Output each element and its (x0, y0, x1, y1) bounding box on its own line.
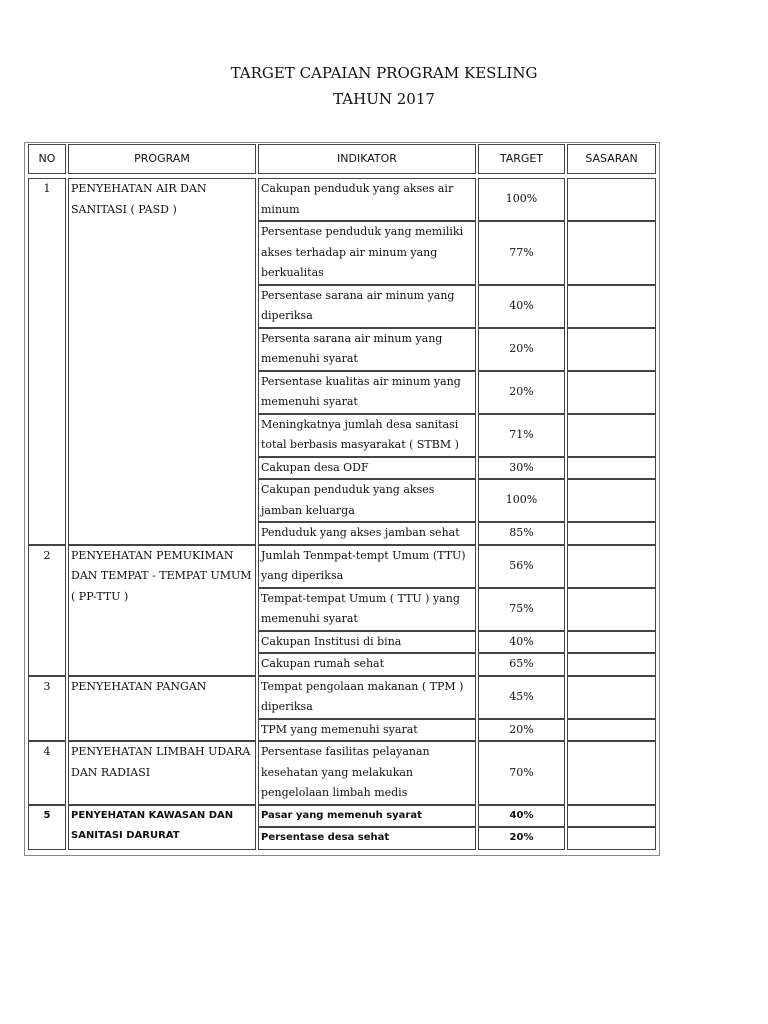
row-target: 40% (478, 805, 565, 828)
row-program: PENYEHATAN AIR DAN SANITASI ( PASD ) (68, 178, 256, 545)
row-indikator: Persentase desa sehat (258, 827, 476, 850)
row-indikator: Persentase fasilitas pelayanan kesehatan yang melakukan pengelolaan limbah medis (258, 741, 476, 805)
row-no: 3 (28, 676, 66, 742)
row-target: 77% (478, 221, 565, 285)
row-target: 20% (478, 827, 565, 850)
row-target: 65% (478, 653, 565, 676)
row-target: 20% (478, 371, 565, 414)
table-row (28, 545, 656, 588)
row-sasaran (567, 221, 656, 285)
row-sasaran (567, 741, 656, 805)
row-indikator: Persenta sarana air minum yang memenuhi syarat (258, 328, 476, 371)
row-indikator: Cakupan penduduk yang akses jamban keluarga (258, 479, 476, 522)
row-indikator: Cakupan penduduk yang akses air minum (258, 178, 476, 221)
row-program: PENYEHATAN KAWASAN DAN SANITASI DARURAT (68, 805, 256, 850)
header-no: NO (28, 144, 66, 174)
row-no: 2 (28, 545, 66, 676)
row-indikator: Cakupan desa ODF (258, 457, 476, 480)
row-target: 45% (478, 676, 565, 719)
row-no: 1 (28, 178, 66, 545)
header-target: TARGET (478, 144, 565, 174)
row-indikator: Jumlah Tenmpat-tempt Umum (TTU) yang diperiksa (258, 545, 476, 588)
row-indikator: Tempat-tempat Umum ( TTU ) yang memenuhi syarat (258, 588, 476, 631)
row-target: 40% (478, 631, 565, 654)
row-sasaran (567, 178, 656, 221)
row-program: PENYEHATAN PEMUKIMAN DAN TEMPAT - TEMPAT UMUM ( PP-TTU ) (68, 545, 256, 676)
table-row (28, 805, 656, 828)
row-target: 20% (478, 328, 565, 371)
row-indikator: Persentase sarana air minum yang diperiksa (258, 285, 476, 328)
row-target: 30% (478, 457, 565, 480)
row-target: 20% (478, 719, 565, 742)
row-target: 100% (478, 479, 565, 522)
row-indikator: Tempat pengolaan makanan ( TPM ) diperiksa (258, 676, 476, 719)
row-indikator: Pasar yang memenuh syarat (258, 805, 476, 828)
row-sasaran (567, 805, 656, 828)
row-no: 5 (28, 805, 66, 850)
row-sasaran (567, 719, 656, 742)
header-sasaran: SASARAN (567, 144, 656, 174)
row-target: 56% (478, 545, 565, 588)
row-sasaran (567, 285, 656, 328)
row-sasaran (567, 328, 656, 371)
row-sasaran (567, 479, 656, 522)
row-sasaran (567, 545, 656, 588)
row-indikator: Persentase penduduk yang memiliki akses terhadap air minum yang berkualitas (258, 221, 476, 285)
document-title: TARGET CAPAIAN PROGRAM KESLING (230, 64, 538, 82)
row-indikator: TPM yang memenuhi syarat (258, 719, 476, 742)
row-target: 85% (478, 522, 565, 545)
row-indikator: Meningkatnya jumlah desa sanitasi total berbasis masyarakat ( STBM ) (258, 414, 476, 457)
row-no: 4 (28, 741, 66, 805)
table-row (28, 741, 656, 805)
table-header-row (28, 144, 656, 174)
row-target: 100% (478, 178, 565, 221)
row-sasaran (567, 371, 656, 414)
row-indikator: Cakupan Institusi di bina (258, 631, 476, 654)
row-sasaran (567, 522, 656, 545)
row-sasaran (567, 631, 656, 654)
row-sasaran (567, 414, 656, 457)
row-program: PENYEHATAN PANGAN (68, 676, 256, 742)
row-sasaran (567, 827, 656, 850)
table-row (28, 676, 656, 719)
row-sasaran (567, 457, 656, 480)
row-indikator: Cakupan rumah sehat (258, 653, 476, 676)
row-target: 70% (478, 741, 565, 805)
row-target: 40% (478, 285, 565, 328)
header-indikator: INDIKATOR (258, 144, 476, 174)
row-indikator: Penduduk yang akses jamban sehat (258, 522, 476, 545)
document-subtitle: TAHUN 2017 (333, 90, 435, 108)
target-table (26, 144, 658, 850)
table-row (28, 178, 656, 221)
row-program: PENYEHATAN LIMBAH UDARA DAN RADIASI (68, 741, 256, 805)
header-program: PROGRAM (68, 144, 256, 174)
row-sasaran (567, 676, 656, 719)
row-target: 71% (478, 414, 565, 457)
row-sasaran (567, 653, 656, 676)
row-sasaran (567, 588, 656, 631)
row-indikator: Persentase kualitas air minum yang memenuhi syarat (258, 371, 476, 414)
row-target: 75% (478, 588, 565, 631)
